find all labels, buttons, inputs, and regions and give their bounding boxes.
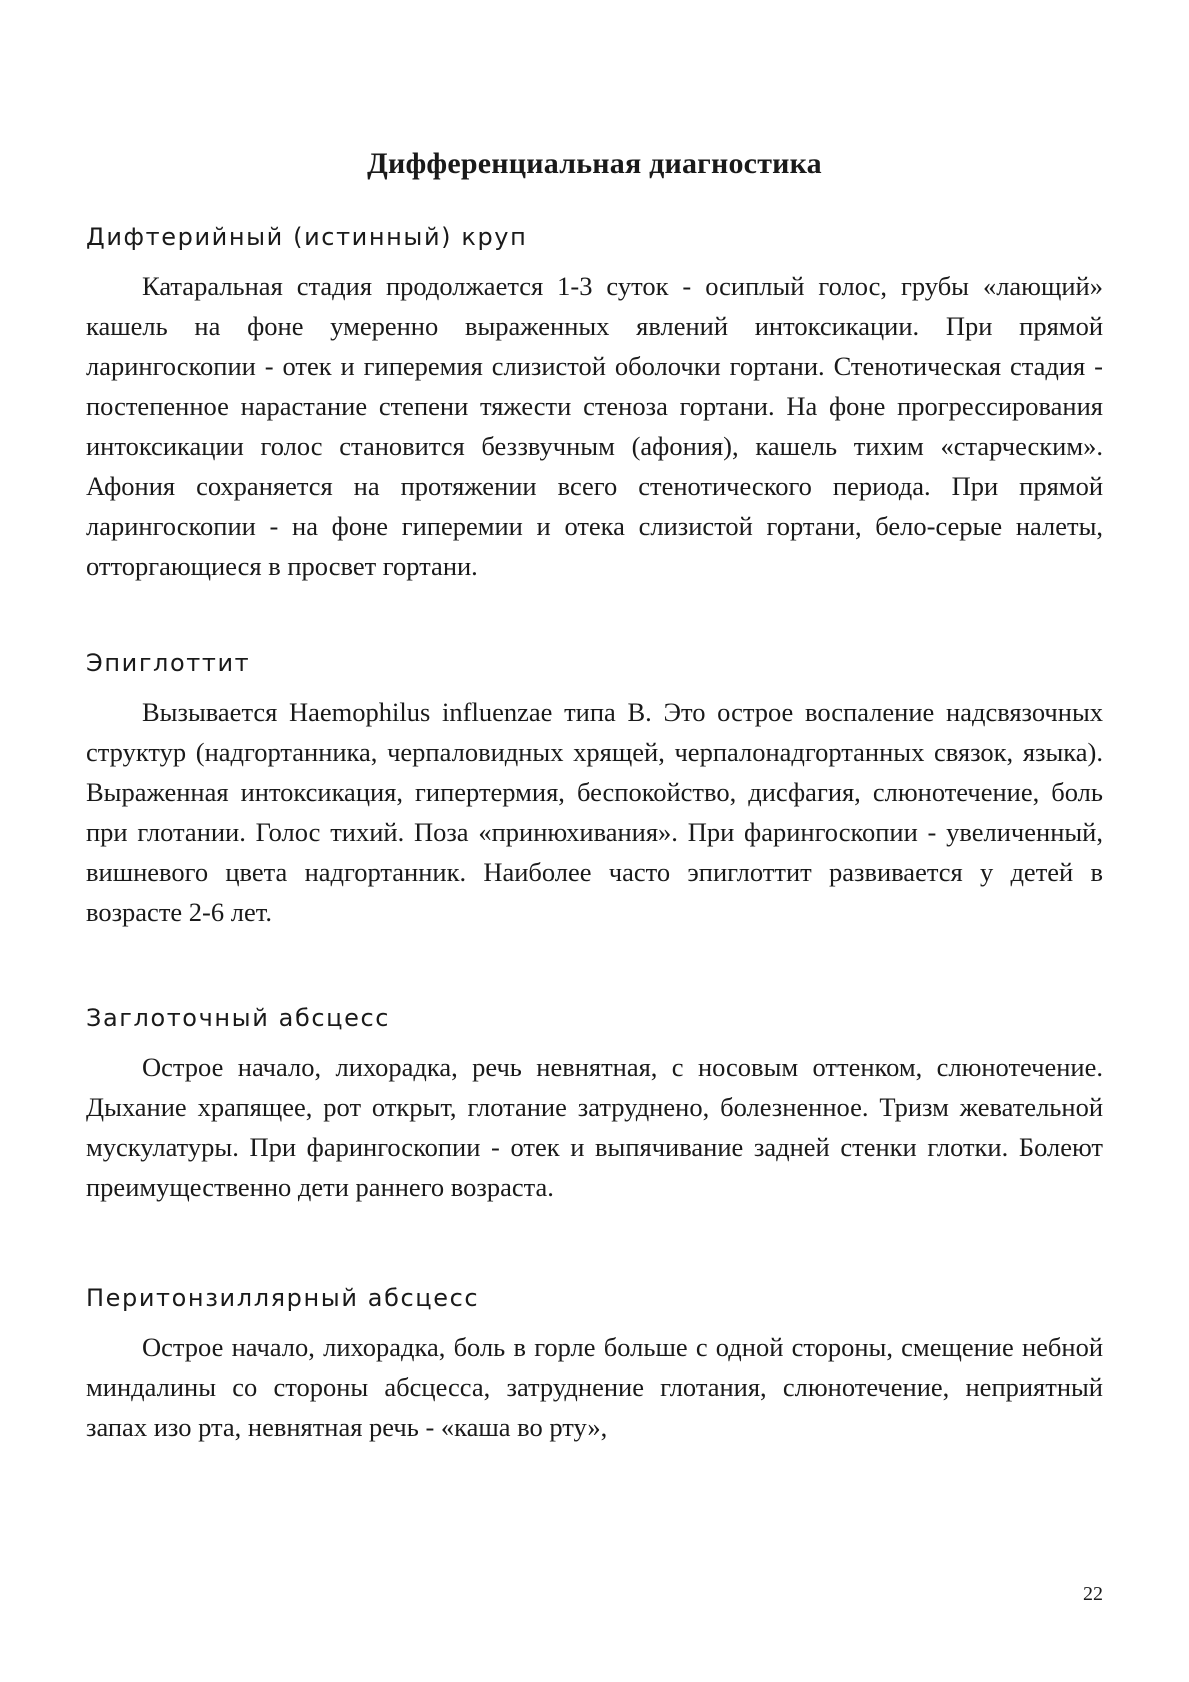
section-heading-retropharyngeal-abscess: Заглоточный абсцесс — [86, 1004, 391, 1032]
section-text-peritonsillar-abscess: Острое начало, лихорадка, боль в горле больше с одной стороны, смещение небной миндалины со стороны абсцесса, затруднение глотания, слюнотечение, неприятный запах изо рта, невнятная речь - «каша во рту», — [86, 1332, 1103, 1442]
section-text-diphtheria-croup: Катаральная стадия продолжается 1-3 суток - осиплый голос, грубы «лающий» кашель на фоне умеренно выраженных явлений интоксикации. При прямой ларингоскопии - отек и гиперемия слизистой оболочки гортани. Стенотическая стадия - постепенное нарастание степени тяжести стеноза гортани. На фоне прогрессирования интоксикации голос становится беззвучным (афония), кашель тихим «старческим». Афония сохраняется на протяжении всего стенотического периода. При прямой ларингоскопии - на фоне гиперемии и отека слизистой гортани, бело-серые налеты, отторгающиеся в просвет гортани. — [86, 271, 1103, 581]
section-heading-peritonsillar-abscess: Перитонзиллярный абсцесс — [86, 1284, 480, 1312]
page-number: 22 — [1083, 1583, 1103, 1605]
page-title: Дифференциальная диагностика — [367, 147, 822, 180]
section-text-retropharyngeal-abscess: Острое начало, лихорадка, речь невнятная, с носовым оттенком, слюнотечение. Дыхание храпящее, рот открыт, глотание затруднено, болезненное. Тризм жевательной мускулатуры. При фарингоскопии - отек и выпячивание задней стенки глотки. Болеют преимущественно дети раннего возраста. — [86, 1052, 1103, 1202]
section-text-epiglottitis: Вызывается Haemophilus influenzae типа B. Это острое воспаление надсвязочных структур (надгортанника, черпаловидных хрящей, черпалонадгортанных связок, языка). Выраженная интоксикация, гипертермия, беспокойство, дисфагия, слюнотечение, боль при глотании. Голос тихий. Поза «принюхивания». При фарингоскопии - увеличенный, вишневого цвета надгортанник. Наиболее часто эпиглоттит развивается у детей в возрасте 2-6 лет. — [86, 697, 1103, 927]
section-heading-diphtheria-croup: Дифтерийный (истинный) круп — [86, 223, 528, 251]
section-heading-epiglottitis: Эпиглоттит — [86, 649, 251, 677]
